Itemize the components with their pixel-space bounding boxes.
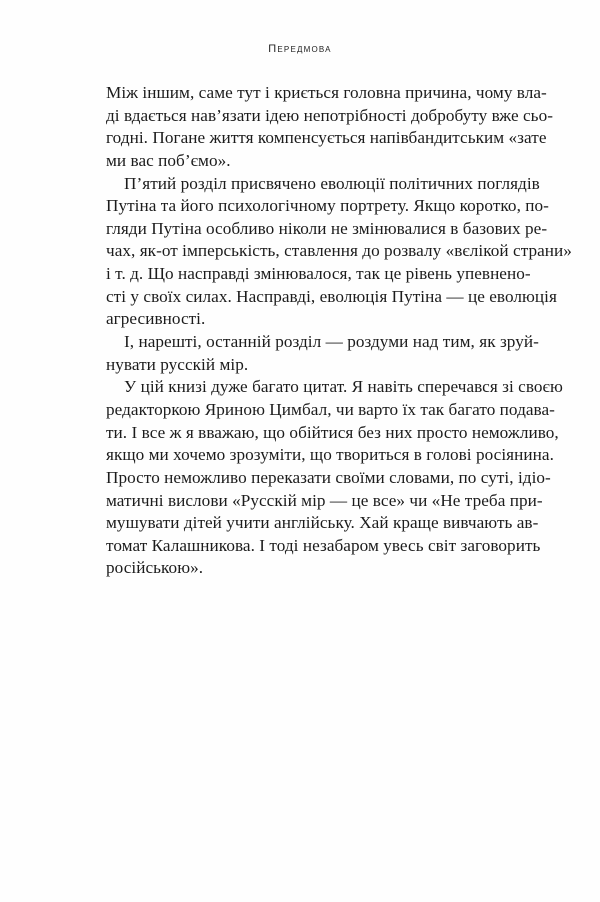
paragraph (106, 331, 539, 376)
text-line: редакторкою Яриною Цимбал, чи варто їх так багато подава- (106, 399, 555, 419)
text-line: якщо ми хочемо зрозуміти, що твориться в голові росіянина. (106, 445, 554, 465)
text-line: Між іншим, саме тут і криється головна причина, чому вла- (106, 83, 547, 102)
text-line: І, нарешті, останній розділ — роздуми над тим, як зруй- (124, 332, 539, 352)
text-line: російською». (106, 558, 204, 578)
text-line: мушувати дітей учити англійську. Хай краще вивчають ав- (106, 513, 539, 533)
text-line: агресивності. (106, 309, 206, 329)
paragraph (106, 82, 553, 173)
text-line: Просто неможливо переказати своїми словами, по суті, ідіо- (106, 467, 551, 487)
text-line: ти. І все ж я вважаю, що обійтися без них просто неможливо, (106, 422, 559, 442)
text-line: томат Калашникова. І тоді незабаром увесь світ заговорить (106, 535, 541, 555)
text-line: Путіна та його психологічному портрету. Якщо коротко, по- (106, 196, 549, 216)
text-line: П’ятий розділ присвячено еволюції політичних поглядів (124, 173, 540, 193)
text-line: ми вас поб’ємо». (106, 150, 231, 170)
text-line: У цій книзі дуже багато цитат. Я навіть сперечався зі своєю (124, 377, 563, 397)
text-line: ді вдається нав’язати ідею непотрібності добробуту вже сьо- (106, 105, 553, 125)
text-line: годні. Погане життя компенсується напівбандитським «зате (106, 128, 547, 148)
running-head: Передмова (268, 43, 332, 55)
text-line: матичні вислови «Русскій мір — це все» чи «Не треба при- (106, 490, 543, 510)
paragraph (106, 376, 563, 580)
text-line: сті у своїх силах. Насправді, еволюція Путіна — це еволюція (106, 286, 557, 306)
text-line: чах, як-от імперськість, ставлення до розвалу «вєлікой страни» (106, 241, 572, 261)
text-line: і т. д. Що насправді змінювалося, так це рівень упевнено- (106, 264, 531, 284)
paragraph (106, 173, 572, 331)
text-line: гляди Путіна особливо ніколи не змінювалися в базових ре- (106, 218, 548, 238)
text-line: нувати русскій мір. (106, 354, 249, 374)
body-text (106, 82, 572, 580)
